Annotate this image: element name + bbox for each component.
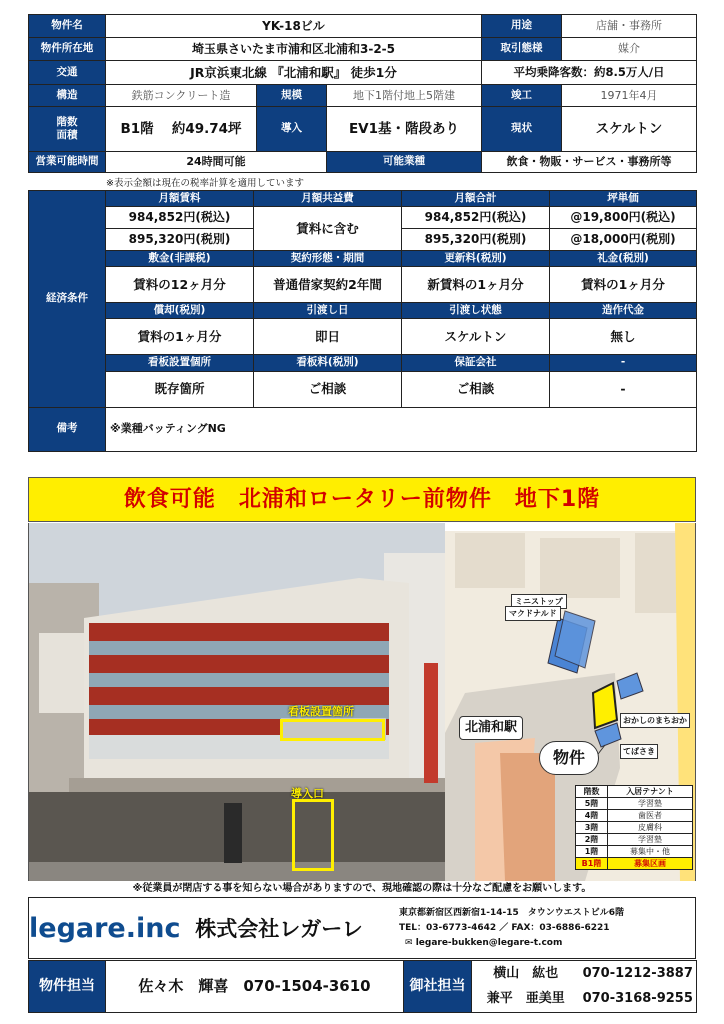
entrance-label: 導入口	[291, 787, 324, 800]
floor-area-value: B1階 約49.74坪	[106, 107, 257, 152]
use-label: 用途	[482, 15, 562, 38]
agent1-tel: 070-1212-3887	[580, 961, 697, 987]
status-value: スケルトン	[562, 107, 697, 152]
sign-value: 既存箇所	[106, 371, 254, 407]
structure-value: 鉄筋コンクリート造	[106, 85, 257, 107]
signfee-value: ご相談	[254, 371, 402, 407]
tsubo-tax-in: @19,800円(税込)	[550, 207, 697, 229]
tenant-name: 募集中・他	[608, 846, 693, 858]
headline-banner: 飲食可能 北浦和ロータリー前物件 地下1階	[28, 477, 696, 522]
area-map	[445, 523, 696, 881]
company-tel: TEL：03-6773-4642 ／ FAX：03-6886-6221	[399, 922, 610, 933]
building-photo	[28, 523, 445, 881]
property-marker-label: 物件	[539, 741, 599, 775]
company-info	[389, 906, 695, 951]
total-tax-in: 984,852円(税込)	[402, 207, 550, 229]
staff-value: 佐々木 輝喜 070-1504-3610	[106, 961, 404, 1013]
deposit-label: 敷金(非課税)	[106, 251, 254, 267]
sign-label: 看板設置個所	[106, 355, 254, 371]
contract-label: 契約形態・期間	[254, 251, 402, 267]
intro-label: 導入	[257, 107, 327, 152]
agent2-name: 兼平 亜美里	[472, 987, 580, 1013]
build-value: 無し	[550, 319, 697, 355]
company-email[interactable]: legare-bukken@legare-t.com	[415, 937, 563, 948]
economic-table	[28, 190, 697, 408]
company-email-row	[399, 936, 695, 951]
handstate-value: スケルトン	[402, 319, 550, 355]
address-label: 物件所在地	[29, 38, 106, 61]
business-label: 可能業種	[327, 152, 482, 173]
transport-label: 交通	[29, 61, 106, 85]
tenant-floor-highlight: B1階	[576, 858, 608, 870]
transport-value: JR京浜東北線 『北浦和駅』 徒歩1分	[106, 61, 482, 85]
scale-value: 地下1階付地上5階建	[327, 85, 482, 107]
property-table	[28, 14, 697, 173]
scale-label: 規模	[257, 85, 327, 107]
okashi-label: おかしのまちおか	[620, 713, 690, 728]
rent-tax-in: 984,852円(税込)	[106, 207, 254, 229]
status-label: 現状	[482, 107, 562, 152]
contract-value: 普通借家契約2年間	[254, 267, 402, 303]
ministop-label: ミニストップ	[511, 594, 567, 609]
tenant-floor: 5階	[576, 798, 608, 810]
floor-label: 階数 面積	[29, 107, 106, 152]
keymoney-label: 礼金(税別)	[550, 251, 697, 267]
handover-label: 引渡し日	[254, 303, 402, 319]
tenant-floor: 4階	[576, 810, 608, 822]
station-label: 北浦和駅	[459, 716, 523, 740]
tenant-floor: 2階	[576, 834, 608, 846]
build-label: 造作代金	[550, 303, 697, 319]
rent-label: 月額賃料	[106, 191, 254, 207]
hours-value: 24時間可能	[106, 152, 327, 173]
dash-value: -	[550, 371, 697, 407]
tebasaki-label: てばさき	[620, 744, 658, 759]
tsubo-label: 坪単価	[550, 191, 697, 207]
amort-value: 賃料の1ヶ月分	[106, 319, 254, 355]
handover-value: 即日	[254, 319, 402, 355]
amort-label: 償却(税別)	[106, 303, 254, 319]
tenant-header-floor: 階数	[576, 786, 608, 798]
sign-location-box	[280, 719, 385, 741]
passengers-value: 平均乗降客数：約8.5万人/日	[482, 61, 697, 85]
building-illustration	[29, 523, 445, 881]
company-address: 東京都新宿区西新宿1-14-15 タウンウエストビル6階	[399, 907, 625, 918]
hours-label: 営業可能時間	[29, 152, 106, 173]
name-label: 物件名	[29, 15, 106, 38]
company-block	[28, 897, 696, 959]
address-value: 埼玉県さいたま市浦和区北浦和3-2-5	[106, 38, 482, 61]
deposit-value: 賃料の12ヶ月分	[106, 267, 254, 303]
footer-note: ※従業員が閉店する事を知らない場合がありますので、現地確認の際は十分なご配慮をお願いします。	[132, 883, 592, 894]
rent-tax-ex: 895,320円(税別)	[106, 229, 254, 251]
tenant-floor: 1階	[576, 846, 608, 858]
business-value: 飲食・物販・サービス・事務所等	[482, 152, 697, 173]
dash-header: -	[550, 355, 697, 371]
structure-label: 構造	[29, 85, 106, 107]
remarks-table	[28, 407, 697, 452]
tsubo-tax-ex: @18,000円(税別)	[550, 229, 697, 251]
intro-value: EV1基・階段あり	[327, 107, 482, 152]
tenant-name: 学習塾	[608, 798, 693, 810]
entrance-box	[292, 799, 334, 871]
remarks-label: 備考	[29, 407, 106, 451]
renewal-value: 新賃料の1ヶ月分	[402, 267, 550, 303]
common-value: 賃料に含む	[254, 207, 402, 251]
mcdonalds-label: マクドナルド	[505, 606, 561, 621]
remarks-value: ※業種バッティングNG	[106, 407, 697, 451]
tenant-name: 皮膚科	[608, 822, 693, 834]
tenant-header-name: 入居テナント	[608, 786, 693, 798]
tenant-table	[575, 785, 693, 870]
deal-value: 媒介	[562, 38, 697, 61]
keymoney-value: 賃料の1ヶ月分	[550, 267, 697, 303]
company-logo: legare.inc	[29, 912, 181, 944]
property-sheet	[28, 14, 696, 452]
contact-table	[28, 960, 697, 1013]
completion-label: 竣工	[482, 85, 562, 107]
total-tax-ex: 895,320円(税別)	[402, 229, 550, 251]
total-label: 月額合計	[402, 191, 550, 207]
agent1-name: 横山 紘也	[472, 961, 580, 987]
tenant-name: 学習塾	[608, 834, 693, 846]
signfee-label: 看板料(税別)	[254, 355, 402, 371]
use-value: 店舗・事務所	[562, 15, 697, 38]
guarantor-value: ご相談	[402, 371, 550, 407]
tenant-name-highlight: 募集区画	[608, 858, 693, 870]
company-name: 株式会社レガーレ	[195, 917, 363, 941]
mail-icon: ✉	[405, 937, 416, 948]
sign-location-label: 看板設置箇所	[288, 705, 354, 718]
property-name: YK-18ビル	[106, 15, 482, 38]
deal-label: 取引態様	[482, 38, 562, 61]
agent-label: 御社担当	[404, 961, 472, 1013]
guarantor-label: 保証会社	[402, 355, 550, 371]
tenant-floor: 3階	[576, 822, 608, 834]
economic-label: 経済条件	[29, 191, 106, 408]
common-label: 月額共益費	[254, 191, 402, 207]
tenant-name: 歯医者	[608, 810, 693, 822]
agent2-tel: 070-3168-9255	[580, 987, 697, 1013]
handstate-label: 引渡し状態	[402, 303, 550, 319]
staff-label: 物件担当	[29, 961, 106, 1013]
tax-note: ※表示金額は現在の税率計算を適用しています	[106, 178, 304, 189]
renewal-label: 更新料(税別)	[402, 251, 550, 267]
completion-value: 1971年4月	[562, 85, 697, 107]
